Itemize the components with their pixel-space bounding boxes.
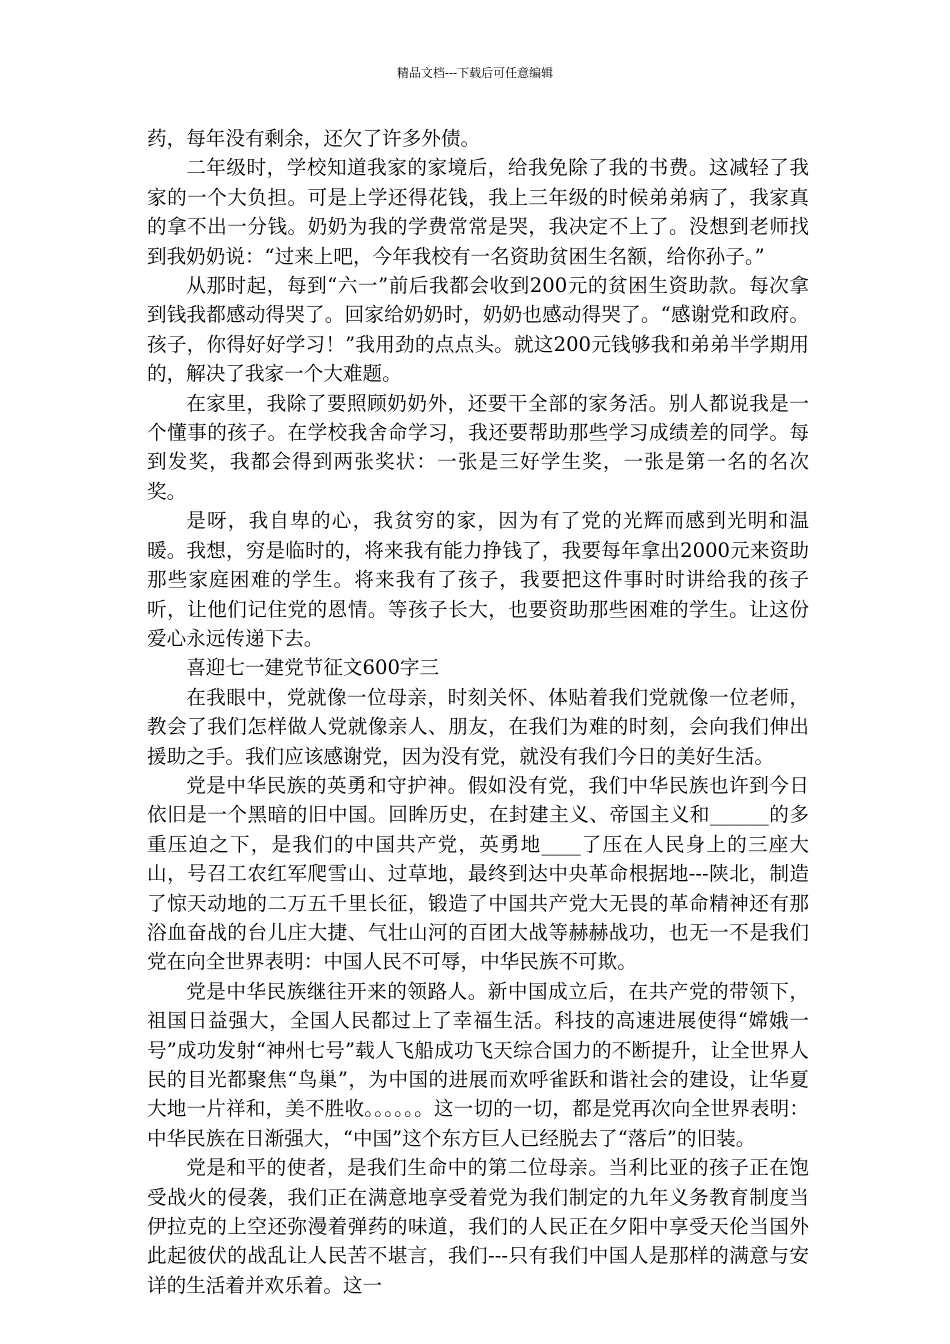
paragraph-3: 从那时起，每到“六一”前后我都会收到200元的贫困生资助款。每次拿到钱我都感动得哭了。回家给奶奶时，奶奶也感动得哭了。“感谢党和政府。孩子，你得好好学习！”我用劲的点点头。就这200元钱够我和弟弟半学期用的，解决了我家一个大难题。 [147, 274, 809, 386]
page-header: 精品文档---下载后可任意编辑 [396, 66, 554, 80]
section-heading: 喜迎七一建党节征文600字三 [186, 656, 440, 680]
paragraph-6: 在我眼中，党就像一位母亲，时刻关怀、体贴着我们党就像一位老师，教会了我们怎样做人党就像亲人、朋友，在我们为难的时刻，会向我们伸出援助之手。我们应该感谢党，因为没有党，就没有我们今日的美好生活。 [147, 685, 809, 768]
document-body [147, 124, 809, 1300]
paragraph-4: 在家里，我除了要照顾奶奶外，还要干全部的家务活。别人都说我是一个懂事的孩子。在学校我舍命学习，我还要帮助那些学习成绩差的同学。每到发奖，我都会得到两张奖状：一张是三好学生奖，一张是第一名的名次奖。 [147, 391, 809, 503]
paragraph-5: 是呀，我自卑的心，我贫穷的家，因为有了党的光辉而感到光明和温暖。我想，穷是临时的，将来我有能力挣钱了，我要每年拿出2000元来资助那些家庭困难的学生。将来我有了孩子，我要把这件事时时讲给我的孩子听，让他们记住党的恩情。等孩子长大，也要资助那些困难的学生。让这份爱心永远传递下去。 [147, 509, 809, 650]
paragraph-7: 党是中华民族的英勇和守护神。假如没有党，我们中华民族也许到今日依旧是一个黑暗的旧中国。回眸历史，在封建主义、帝国主义和______的多重压迫之下，是我们的中国共产党，英勇地____了压在人民身上的三座大山，号召工农红军爬雪山、过草地，最终到达中央革命根据地---陕北，制造了惊天动地的二万五千里长征，锻造了中国共产党大无畏的革命精神还有那浴血奋战的台儿庄大捷、气壮山河的百团大战等赫赫战功，也无一不是我们党在向全世界表明：中国人民不可辱，中华民族不可欺。 [147, 773, 809, 974]
paragraph-9: 党是和平的使者，是我们生命中的第二位母亲。当利比亚的孩子正在饱受战火的侵袭，我们正在满意地享受着党为我们制定的九年义务教育制度当伊拉克的上空还弥漫着弹药的味道，我们的人民正在夕阳中享受天伦当国外此起彼伏的战乱让人民苦不堪言，我们---只有我们中国人是那样的满意与安详的生活着并欢乐着。这一 [147, 1156, 809, 1297]
paragraph-1: 药，每年没有剩余，还欠了许多外债。 [147, 127, 481, 150]
paragraph-8: 党是中华民族继往开来的领路人。新中国成立后，在共产党的带领下，祖国日益强大，全国人民都过上了幸福生活。科技的高速进展使得“嫦娥一号”成功发射“神州七号”载人飞船成功飞天综合国力的不断提升，让全世界人民的目光都聚焦“鸟巢”，为中国的进展而欢呼雀跃和谐社会的建设，让华夏大地一片祥和，美不胜收。。。。。。这一切的一切，都是党再次向全世界表明：中华民族在日渐强大，“中国”这个东方巨人已经脱去了“落后”的旧装。 [147, 979, 809, 1150]
paragraph-2: 二年级时，学校知道我家的家境后，给我免除了我的书费。这减轻了我家的一个大负担。可是上学还得花钱，我上三年级的时候弟弟病了，我家真的拿不出一分钱。奶奶为我的学费常常是哭，我决定不上了。没想到老师找到我奶奶说：“过来上吧，今年我校有一名资助贫困生名额，给你孙子。” [147, 156, 809, 268]
